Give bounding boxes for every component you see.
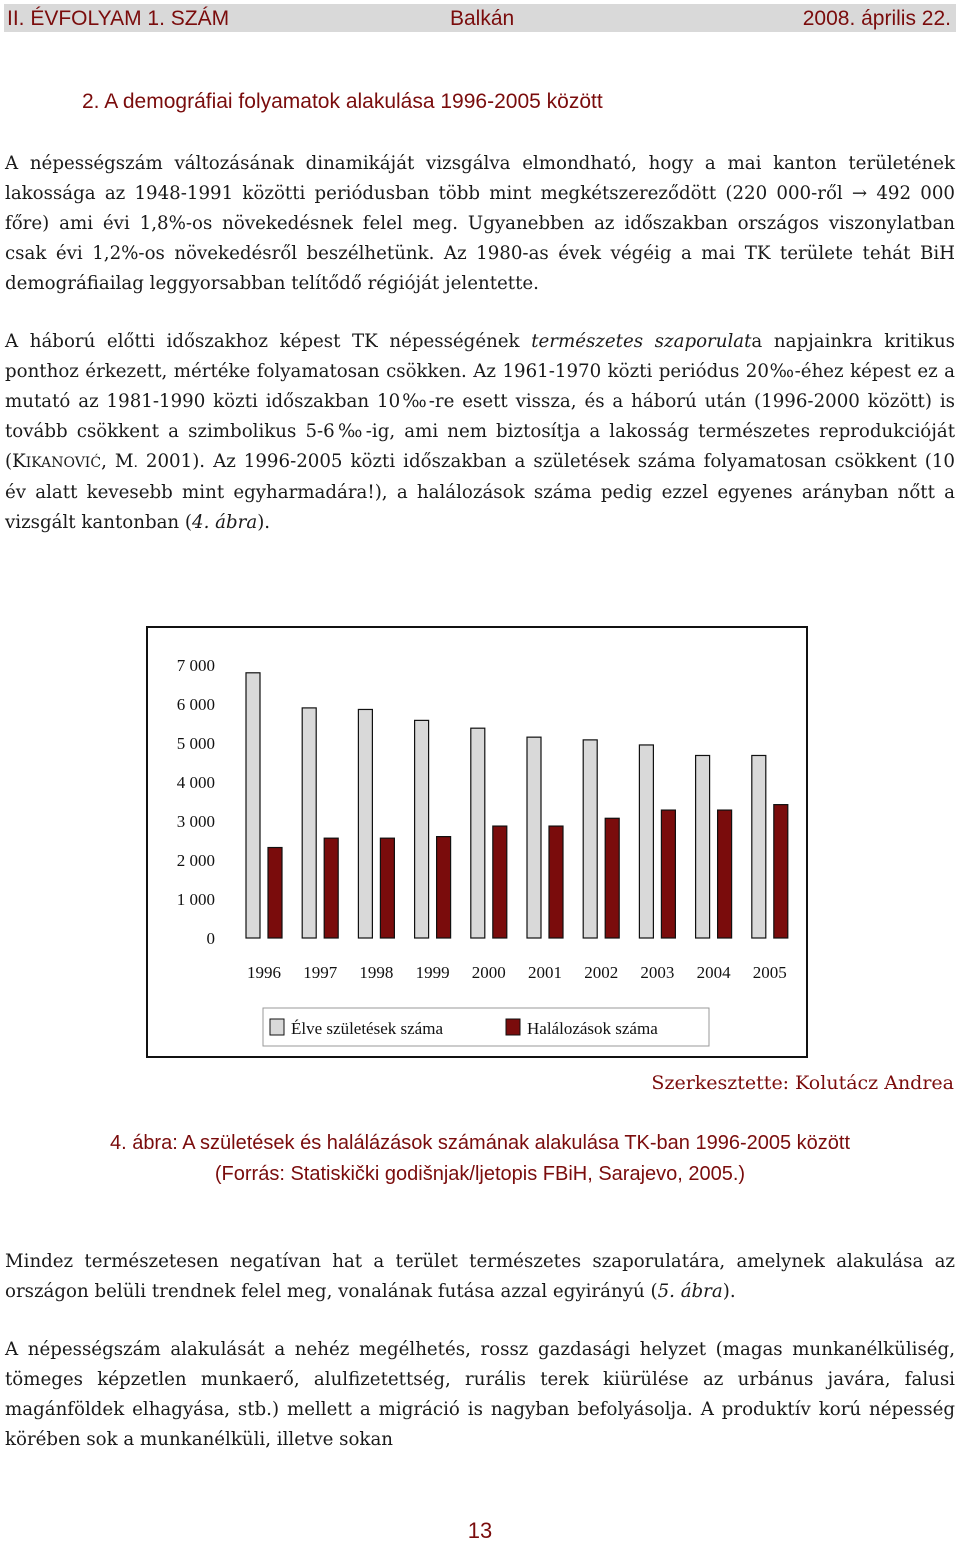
births-bar (583, 740, 597, 938)
paragraph-text: , M (101, 451, 134, 472)
author-smallcaps: IKANOVIĆ (25, 455, 102, 471)
paragraph-text: 2001). Az 1996-2005 közti időszakban a születések száma folyamatosan csökkent (10 év alatt kevesebb mint egyharmadára!), a halálozások száma pedig ezzel egyenes arányban nőtt a vizsgált kantonban ( (5, 451, 955, 533)
deaths-bar (718, 810, 732, 938)
section-title: 2. A demográfiai folyamatok alakulása 1996-2005 között (82, 90, 603, 113)
paragraph-text: Mindez természetesen negatívan hat a terület természetes szaporulatára, amelynek alakulása az országon belüli trendnek felel meg, vonalának futása azzal egyirányú ( (5, 1251, 955, 1302)
chart-svg (148, 628, 806, 1056)
legend-swatch-births (270, 1019, 284, 1035)
deaths-bar (774, 805, 788, 938)
x-tick-label: 1997 (303, 963, 338, 982)
paragraph-text: A háború előtti időszakhoz képest TK népességének (5, 331, 532, 352)
x-tick-label: 1996 (247, 963, 281, 982)
births-bar (358, 709, 372, 938)
y-tick-label: 2 000 (176, 851, 215, 870)
header-volume: II. ÉVFOLYAM 1. SZÁM (7, 7, 230, 30)
legend-swatch-deaths (506, 1019, 520, 1035)
paragraph-text: a napjainkra kritikus ponthoz érkezett, mértéke folyamatosan csökken. Az 1961-1970 közti periódus 20‰-éhez képest ez a mutató az 1981-1990 közti időszakban 10‰-re esett vissza, és a háború után (1996-2000 között) is tovább csökkent a szimbolikus 5-6‰-ig, ami nem biztosítja a lakosság természetes reprodukcióját (K (5, 331, 956, 472)
paragraph-text: ). (722, 1281, 736, 1302)
births-bar (302, 708, 316, 938)
y-tick-label: 0 (206, 929, 215, 948)
births-bar (639, 745, 653, 938)
deaths-bar (661, 810, 675, 938)
x-tick-label: 2001 (528, 963, 562, 982)
paragraph-population-dynamics: A népességszám változásának dinamikáját vizsgálva elmondható, hogy a mai kanton területének lakossága az 1948-1991 közötti periódusban több mint megkétszereződött (220 000-ről → 492 000 főre) ami évi 1,8%-os növekedésnek felel meg. Ugyanebben az időszakban országos viszonylatban csak évi 1,2%-os növekedésről beszélhetünk. Az 1980-as évek végéig a mai TK területe tehát BiH demográfiailag leggyorsabban telítődő régióját jelentette. (5, 153, 955, 294)
emphasized-term: természetes szaporulat (531, 331, 752, 352)
y-tick-label: 6 000 (176, 695, 215, 714)
chart-credit: Szerkesztette: Kolutácz Andrea (651, 1072, 954, 1094)
births-bar (527, 737, 541, 938)
paragraph-migration: A népességszám alakulását a nehéz megélhetés, rossz gazdasági helyzet (magas munkanélküliség, tömeges képzetlen munkaerő, alulfizetettség, rurális terek kiürülése az urbánus javára, falusi magánföldek elhagyása, stb.) mellett a migráció is nagyban befolyásolja. A produktív korú népesség körében sok a munkanélküli, illetve sokan (5, 1339, 955, 1450)
deaths-bar (380, 838, 394, 938)
page-number: 13 (467, 1518, 493, 1543)
caption-source: (Forrás: Statiskički godišnjak/ljetopis FBiH, Sarajevo, 2005.) (214, 1163, 746, 1185)
deaths-bar (268, 848, 282, 938)
x-tick-label: 1998 (359, 963, 394, 982)
x-tick-label: 1999 (415, 963, 450, 982)
x-tick-label: 2003 (640, 963, 675, 982)
x-tick-label: 2005 (752, 963, 787, 982)
header-date: 2008. április 22. (802, 7, 951, 30)
author-smallcaps: . (133, 455, 138, 471)
paragraph-trend (5, 1247, 955, 1307)
page-header (4, 4, 956, 32)
paragraph-text: ). (257, 512, 271, 533)
deaths-bar (605, 818, 619, 938)
x-tick-label: 2004 (696, 963, 731, 982)
births-bar (471, 728, 485, 938)
x-tick-label: 2002 (584, 963, 619, 982)
y-tick-label: 4 000 (176, 773, 215, 792)
legend-label-deaths: Halálozások száma (527, 1019, 658, 1038)
deaths-bar (437, 837, 451, 938)
paragraph-natural-increase (5, 327, 955, 538)
y-tick-label: 7 000 (176, 656, 215, 675)
births-bar (415, 720, 429, 938)
births-bar (752, 755, 766, 938)
legend-label-births: Élve születések száma (291, 1019, 443, 1038)
y-tick-label: 3 000 (176, 812, 215, 831)
deaths-bar (549, 826, 563, 938)
figure-reference: 4. ábra (192, 512, 258, 533)
births-deaths-chart (146, 626, 808, 1058)
deaths-bar (493, 826, 507, 938)
figure-reference: 5. ábra (657, 1281, 723, 1302)
y-tick-label: 1 000 (176, 890, 215, 909)
deaths-bar (324, 838, 338, 938)
births-bar (246, 673, 260, 938)
header-journal: Balkán (450, 7, 515, 30)
y-tick-label: 5 000 (176, 734, 215, 753)
births-bar (696, 755, 710, 938)
caption-title: 4. ábra: A születések és halálázások számának alakulása TK-ban 1996-2005 között (109, 1132, 851, 1154)
figure-caption (0, 1128, 960, 1190)
x-tick-label: 2000 (471, 963, 506, 982)
